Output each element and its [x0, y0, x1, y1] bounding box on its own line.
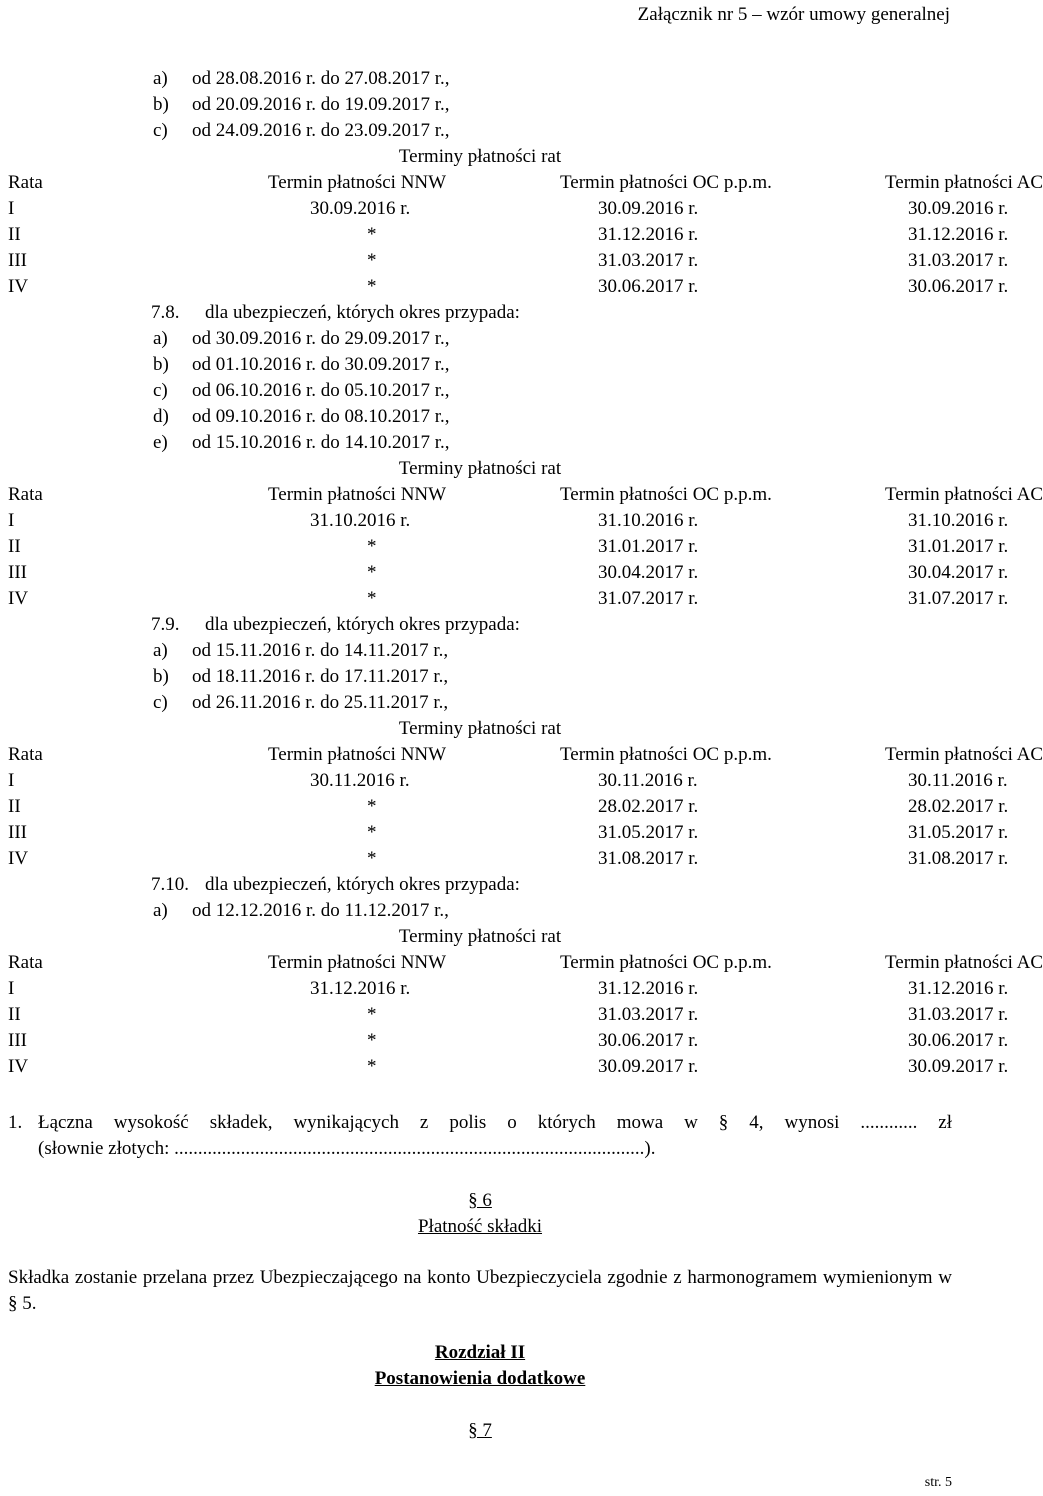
- table-cell: 28.02.2017 r.: [908, 796, 1009, 817]
- item-letter: a): [153, 68, 168, 89]
- paragraph-number: 1.: [8, 1112, 23, 1133]
- table-cell: IV: [8, 848, 29, 869]
- table-cell: I: [8, 510, 15, 531]
- table-cell: 31.01.2017 r.: [908, 536, 1009, 557]
- payment-table: [0, 924, 1043, 1080]
- column-header: Termin płatności OC p.p.m.: [560, 744, 772, 765]
- table-cell: 30.06.2017 r.: [908, 1030, 1009, 1051]
- table-row: [0, 586, 960, 612]
- section-heading: [0, 300, 960, 326]
- column-header: Termin płatności AC: [885, 952, 1043, 973]
- table-cell: III: [8, 562, 27, 583]
- item-letter: b): [153, 94, 169, 115]
- table-caption: Terminy płatności rat: [398, 926, 562, 947]
- period-item: [153, 430, 960, 456]
- table-cell: 31.08.2017 r.: [908, 848, 1009, 869]
- table-cell: 30.09.2016 r.: [908, 198, 1009, 219]
- table-row: [0, 1002, 960, 1028]
- item-text: od 20.09.2016 r. do 19.09.2017 r.,: [192, 94, 450, 115]
- column-header: Termin płatności OC p.p.m.: [560, 952, 772, 973]
- chapter-subtitle: [0, 1366, 960, 1392]
- table-row: [0, 768, 960, 794]
- table-header-row: [0, 170, 960, 196]
- period-list: [153, 898, 960, 924]
- item-letter: b): [153, 354, 169, 375]
- schedule-block-2: [0, 300, 1043, 612]
- table-row: [0, 222, 960, 248]
- table-cell: III: [8, 1030, 27, 1051]
- table-caption: Terminy płatności rat: [398, 718, 562, 739]
- table-cell: 31.12.2016 r.: [908, 978, 1009, 999]
- table-cell: III: [8, 822, 27, 843]
- period-item: [153, 664, 960, 690]
- item-letter: c): [153, 380, 168, 401]
- table-cell: *: [367, 796, 377, 817]
- table-row: [0, 1054, 960, 1080]
- paragraph-line: Łączna wysokość składek, wynikających z polis o których mowa w § 4, wynosi ............ zł: [38, 1112, 952, 1133]
- column-header: Termin płatności NNW: [268, 952, 447, 973]
- table-cell: *: [367, 562, 377, 583]
- table-row: [0, 534, 960, 560]
- table-cell: 31.12.2016 r.: [598, 978, 699, 999]
- table-row: [0, 508, 960, 534]
- column-header: Rata: [8, 172, 43, 193]
- table-cell: *: [367, 588, 377, 609]
- table-cell: II: [8, 796, 21, 817]
- table-cell: 31.03.2017 r.: [598, 250, 699, 271]
- item-letter: a): [153, 900, 168, 921]
- table-cell: 30.11.2016 r.: [908, 770, 1008, 791]
- column-header: Rata: [8, 484, 43, 505]
- chapter-title: [0, 1340, 960, 1366]
- table-header-row: [0, 482, 960, 508]
- period-item: [153, 898, 960, 924]
- column-header: Termin płatności OC p.p.m.: [560, 172, 772, 193]
- item-text: od 18.11.2016 r. do 17.11.2017 r.,: [192, 666, 449, 687]
- item-letter: c): [153, 120, 168, 141]
- column-header: Termin płatności NNW: [268, 744, 447, 765]
- table-row: [0, 196, 960, 222]
- table-cell: 30.09.2016 r.: [310, 198, 411, 219]
- table-cell: *: [367, 536, 377, 557]
- table-cell: II: [8, 536, 21, 557]
- item-letter: c): [153, 692, 168, 713]
- item-text: od 15.10.2016 r. do 14.10.2017 r.,: [192, 432, 450, 453]
- table-header-row: [0, 950, 960, 976]
- table-cell: II: [8, 224, 21, 245]
- table-cell: 31.10.2016 r.: [598, 510, 699, 531]
- section-intro: dla ubezpieczeń, których okres przypada:: [205, 302, 520, 323]
- page-header: Załącznik nr 5 – wzór umowy generalnej: [637, 4, 950, 25]
- table-cell: 31.03.2017 r.: [908, 1004, 1009, 1025]
- table-cell: II: [8, 1004, 21, 1025]
- item-text: od 28.08.2016 r. do 27.08.2017 r.,: [192, 68, 450, 89]
- table-cell: 28.02.2017 r.: [598, 796, 699, 817]
- item-text: od 06.10.2016 r. do 05.10.2017 r.,: [192, 380, 450, 401]
- period-item: [153, 352, 960, 378]
- section-number: 7.8.: [151, 302, 180, 323]
- item-letter: a): [153, 640, 168, 661]
- table-cell: 31.10.2016 r.: [310, 510, 411, 531]
- period-list: [153, 66, 960, 144]
- period-item: [153, 690, 960, 716]
- table-cell: 31.10.2016 r.: [908, 510, 1009, 531]
- column-header: Termin płatności AC: [885, 172, 1043, 193]
- payment-table: [0, 716, 1043, 872]
- payment-paragraph: Składka zostanie przelana przez Ubezpieczającego na konto Ubezpieczyciela zgodnie z harmonogramem wymienionym w § 5.: [8, 1267, 952, 1314]
- table-cell: 31.07.2017 r.: [598, 588, 699, 609]
- table-cell: *: [367, 1004, 377, 1025]
- chapter-subheading: Postanowienia dodatkowe: [374, 1368, 586, 1389]
- section-sign-6: [0, 1188, 960, 1214]
- page-number: str. 5: [924, 1475, 952, 1490]
- payment-table: [0, 456, 1043, 612]
- table-cell: 31.07.2017 r.: [908, 588, 1009, 609]
- table-cell: *: [367, 1056, 377, 1077]
- item-text: od 24.09.2016 r. do 23.09.2017 r.,: [192, 120, 450, 141]
- table-cell: IV: [8, 1056, 29, 1077]
- period-item: [153, 92, 960, 118]
- table-cell: 31.01.2017 r.: [598, 536, 699, 557]
- period-list: [153, 638, 960, 716]
- column-header: Termin płatności AC: [885, 744, 1043, 765]
- table-cell: III: [8, 250, 27, 271]
- table-cell: *: [367, 224, 377, 245]
- item-letter: e): [153, 432, 168, 453]
- item-letter: b): [153, 666, 169, 687]
- table-cell: 30.09.2017 r.: [908, 1056, 1009, 1077]
- section-intro: dla ubezpieczeń, których okres przypada:: [205, 874, 520, 895]
- table-row: [0, 794, 960, 820]
- table-cell: IV: [8, 588, 29, 609]
- paragraph-line: (słownie złotych: ...................................................................................................).: [38, 1138, 656, 1159]
- section-title-6: [0, 1214, 960, 1240]
- table-header-row: [0, 742, 960, 768]
- table-cell: 30.04.2017 r.: [908, 562, 1009, 583]
- table-cell: *: [367, 250, 377, 271]
- table-cell: 30.06.2017 r.: [598, 1030, 699, 1051]
- item-letter: d): [153, 406, 169, 427]
- table-cell: 30.06.2017 r.: [908, 276, 1009, 297]
- schedule-block-4: [0, 872, 1043, 1080]
- table-row: [0, 846, 960, 872]
- item-text: od 15.11.2016 r. do 14.11.2017 r.,: [192, 640, 449, 661]
- table-cell: IV: [8, 276, 29, 297]
- table-caption: Terminy płatności rat: [398, 458, 562, 479]
- table-cell: *: [367, 848, 377, 869]
- table-cell: 30.04.2017 r.: [598, 562, 699, 583]
- column-header: Termin płatności NNW: [268, 484, 447, 505]
- section-title: Płatność składki: [417, 1216, 543, 1237]
- table-cell: 31.05.2017 r.: [598, 822, 699, 843]
- table-row: [0, 274, 960, 300]
- schedule-block-3: [0, 612, 1043, 872]
- period-item: [153, 404, 960, 430]
- table-cell: I: [8, 770, 15, 791]
- period-item: [153, 638, 960, 664]
- table-cell: 30.11.2016 r.: [598, 770, 698, 791]
- table-cell: 31.08.2017 r.: [598, 848, 699, 869]
- table-cell: 31.05.2017 r.: [908, 822, 1009, 843]
- section-heading: [0, 872, 960, 898]
- item-text: od 01.10.2016 r. do 30.09.2017 r.,: [192, 354, 450, 375]
- column-header: Rata: [8, 952, 43, 973]
- period-list: [153, 326, 960, 456]
- table-cell: 30.11.2016 r.: [310, 770, 410, 791]
- table-row: [0, 248, 960, 274]
- period-item: [153, 66, 960, 92]
- table-cell: 31.12.2016 r.: [908, 224, 1009, 245]
- item-text: od 30.09.2016 r. do 29.09.2017 r.,: [192, 328, 450, 349]
- period-item: [153, 326, 960, 352]
- table-cell: 30.09.2017 r.: [598, 1056, 699, 1077]
- column-header: Rata: [8, 744, 43, 765]
- table-row: [0, 976, 960, 1002]
- section-number: 7.9.: [151, 614, 180, 635]
- table-cell: *: [367, 276, 377, 297]
- period-item: [153, 118, 960, 144]
- chapter-heading: Rozdział II: [434, 1342, 526, 1363]
- section-sign: § 6: [468, 1190, 492, 1211]
- column-header: Termin płatności NNW: [268, 172, 447, 193]
- item-letter: a): [153, 328, 168, 349]
- table-cell: 31.03.2017 r.: [598, 1004, 699, 1025]
- column-header: Termin płatności AC: [885, 484, 1043, 505]
- table-cell: I: [8, 978, 15, 999]
- table-row: [0, 820, 960, 846]
- column-header: Termin płatności OC p.p.m.: [560, 484, 772, 505]
- table-caption: Terminy płatności rat: [398, 146, 562, 167]
- item-text: od 09.10.2016 r. do 08.10.2017 r.,: [192, 406, 450, 427]
- section-sign-7: [0, 1418, 960, 1444]
- section-heading: [0, 612, 960, 638]
- table-cell: 31.03.2017 r.: [908, 250, 1009, 271]
- item-text: od 12.12.2016 r. do 11.12.2017 r.,: [192, 900, 449, 921]
- table-cell: *: [367, 822, 377, 843]
- table-row: [0, 1028, 960, 1054]
- table-cell: 31.12.2016 r.: [598, 224, 699, 245]
- table-cell: 30.09.2016 r.: [598, 198, 699, 219]
- section-number: 7.10.: [151, 874, 189, 895]
- table-cell: 31.12.2016 r.: [310, 978, 411, 999]
- item-text: od 26.11.2016 r. do 25.11.2017 r.,: [192, 692, 449, 713]
- table-cell: *: [367, 1030, 377, 1051]
- period-item: [153, 378, 960, 404]
- payment-table: [0, 144, 1043, 300]
- section-sign: § 7: [468, 1420, 492, 1441]
- table-cell: I: [8, 198, 15, 219]
- table-cell: 30.06.2017 r.: [598, 276, 699, 297]
- schedule-block-1: [0, 66, 1043, 300]
- section-intro: dla ubezpieczeń, których okres przypada:: [205, 614, 520, 635]
- table-row: [0, 560, 960, 586]
